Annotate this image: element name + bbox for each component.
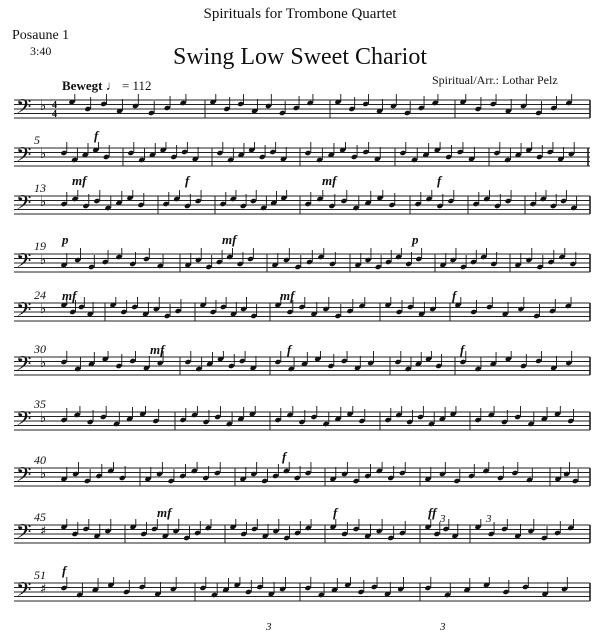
dynamic-marking: mf — [150, 342, 165, 357]
dynamic-marking: f — [62, 563, 67, 578]
dynamic-marking: f — [185, 173, 190, 188]
flat-key-signature-icon: ♭ — [40, 467, 47, 482]
staff — [0, 297, 600, 337]
measure-number: 40 — [34, 453, 46, 467]
measure-number: 30 — [34, 342, 46, 356]
staff — [0, 351, 600, 391]
staff — [0, 142, 600, 182]
measure-number: 24 — [34, 288, 46, 302]
measure-number: 13 — [34, 181, 46, 195]
flat-key-signature-icon: ♭ — [40, 411, 47, 426]
flat-key-signature-icon: ♭ — [40, 302, 47, 317]
arranger-credit: Spiritual/Arr.: Lothar Pelz — [432, 73, 558, 87]
piece-title: Swing Low Sweet Chariot — [173, 44, 427, 70]
dynamic-marking: f — [437, 173, 442, 188]
dynamic-marking: mf — [322, 173, 337, 188]
dynamic-marking: mf — [62, 288, 77, 303]
flat-key-signature-icon: ♭ — [40, 99, 47, 114]
dynamic-marking: mf — [72, 173, 87, 188]
dynamic-marking: mf — [280, 288, 295, 303]
measure-number: 45 — [34, 510, 46, 524]
dynamic-marking: f — [452, 288, 457, 303]
tuplet-number: 3 — [440, 621, 446, 633]
bass-clef-icon: 𝄢 — [16, 191, 32, 219]
part-name: Posaune 1 — [12, 28, 70, 43]
dynamic-marking: mf — [157, 505, 172, 520]
tempo-marking — [62, 78, 152, 94]
bass-clef-icon: 𝄢 — [16, 352, 32, 380]
dynamic-marking: mf — [222, 232, 237, 247]
staff — [0, 248, 600, 288]
tuplet-number: 3 — [440, 513, 446, 525]
tempo-word: Bewegt — [62, 78, 103, 93]
dynamic-marking: p — [412, 232, 419, 247]
bass-clef-icon: 𝄢 — [16, 407, 32, 435]
time-signature-top: 4 — [52, 100, 57, 111]
sharp-key-signature-icon: ♯ — [40, 524, 47, 539]
staff — [0, 577, 600, 617]
measure-number: 5 — [34, 133, 40, 147]
staff — [0, 94, 600, 134]
bass-clef-icon: 𝄢 — [16, 143, 32, 171]
flat-key-signature-icon: ♭ — [40, 356, 47, 371]
dynamic-marking: f — [460, 342, 465, 357]
tuplet-number: 3 — [266, 621, 272, 633]
dynamic-marking: f — [287, 342, 292, 357]
bass-clef-icon: 𝄢 — [16, 520, 32, 548]
time-signature-bottom: 4 — [52, 109, 57, 120]
staff — [0, 190, 600, 230]
staff — [0, 462, 600, 502]
bass-clef-icon: 𝄢 — [16, 249, 32, 277]
measure-number: 51 — [34, 568, 46, 582]
bass-clef-icon: 𝄢 — [16, 578, 32, 606]
measure-number: 35 — [34, 397, 46, 411]
flat-key-signature-icon: ♭ — [40, 195, 47, 210]
duration: 3:40 — [30, 44, 52, 58]
bass-clef-icon: 𝄢 — [16, 463, 32, 491]
series-title: Spirituals for Trombone Quartet — [203, 6, 397, 22]
dynamic-marking: f — [94, 128, 99, 143]
tuplet-number: 3 — [486, 513, 492, 525]
bass-clef-icon: 𝄢 — [16, 95, 32, 123]
measure-number: 19 — [34, 239, 46, 253]
tempo-value: ♩ = 112 — [105, 78, 152, 93]
staff — [0, 519, 600, 559]
flat-key-signature-icon: ♭ — [40, 147, 47, 162]
dynamic-marking: p — [62, 232, 69, 247]
bass-clef-icon: 𝄢 — [16, 298, 32, 326]
flat-key-signature-icon: ♭ — [40, 253, 47, 268]
dynamic-marking: f — [333, 505, 338, 520]
dynamic-marking: ff — [428, 505, 437, 520]
dynamic-marking: f — [282, 449, 287, 464]
staff — [0, 406, 600, 446]
sharp-key-signature-icon: ♯ — [40, 582, 47, 597]
